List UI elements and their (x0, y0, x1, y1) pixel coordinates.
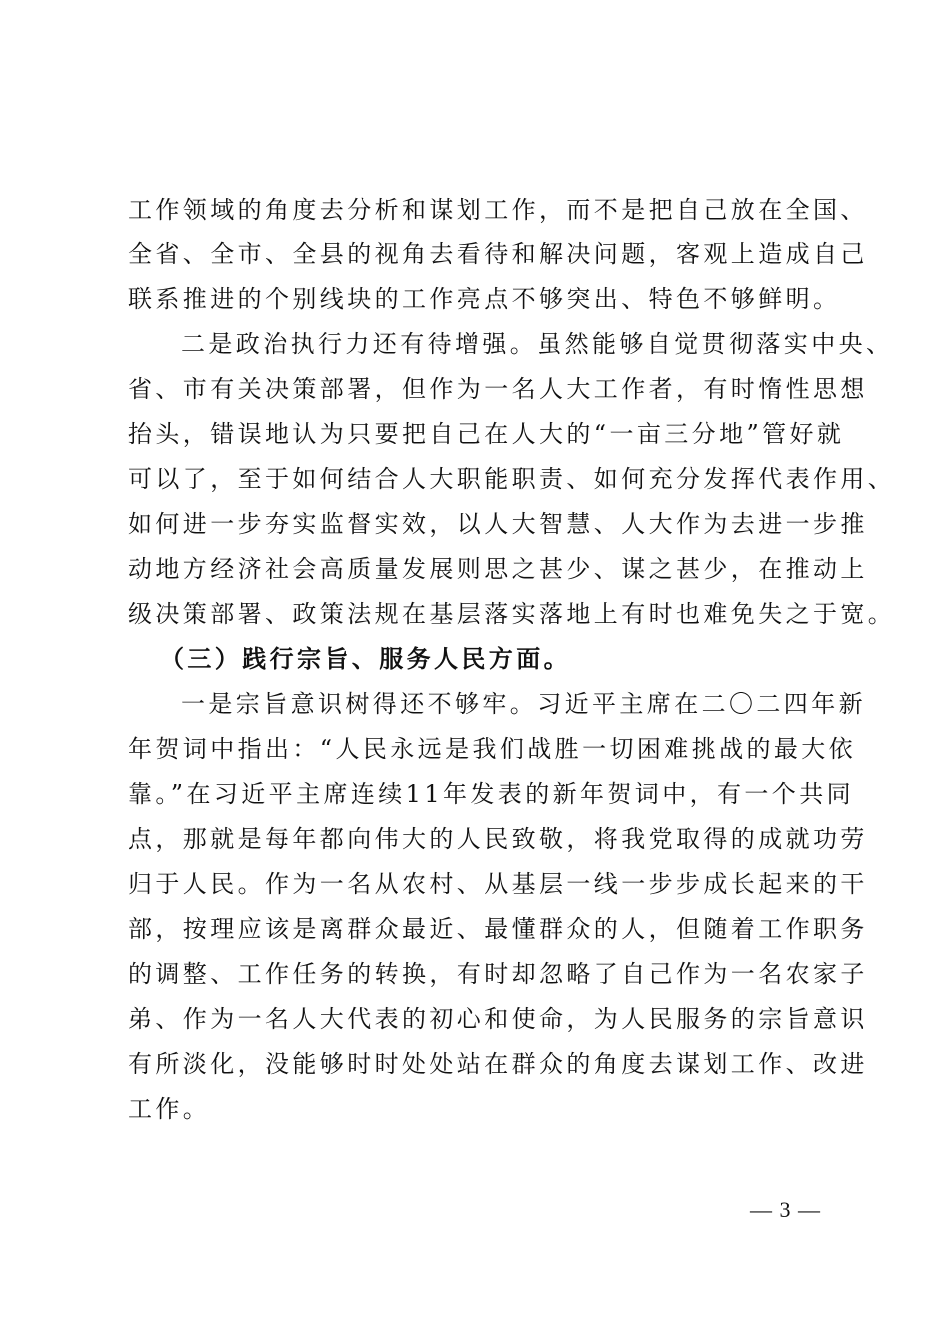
text-line: 归于人民。作为一名从农村、从基层一线一步步成长起来的干 (128, 870, 868, 898)
text-line: 靠。”在习近平主席连续11年发表的新年贺词中，有一个共同 (128, 780, 855, 808)
text-line: 抬头，错误地认为只要把自己在人大的“一亩三分地”管好就 (128, 420, 845, 448)
text-line: 如何进一步夯实监督实效，以人大智慧、人大作为去进一步推 (128, 510, 868, 538)
section-heading: （三）践行宗旨、服务人民方面。 (160, 644, 571, 673)
text-line: 年贺词中指出：“人民永远是我们战胜一切困难挑战的最大依 (128, 735, 857, 763)
text-line: 二是政治执行力还有待增强。虽然能够自觉贯彻落实中央、 (181, 330, 894, 358)
text-line: 级决策部署、政策法规在基层落实落地上有时也难免失之于宽。 (128, 600, 896, 628)
text-line: 有所淡化，没能够时时处处站在群众的角度去谋划工作、改进 (128, 1050, 868, 1078)
text-line: 工作领域的角度去分析和谋划工作，而不是把自己放在全国、 (128, 196, 868, 224)
page-number: — 3 — (750, 1197, 821, 1222)
text-line: 省、市有关决策部署，但作为一名人大工作者，有时惰性思想 (128, 375, 868, 403)
text-line: 联系推进的个别线块的工作亮点不够突出、特色不够鲜明。 (128, 285, 841, 313)
text-line: 一是宗旨意识树得还不够牢。习近平主席在二〇二四年新 (181, 690, 866, 718)
text-line: 点，那就是每年都向伟大的人民致敬，将我党取得的成就功劳 (128, 825, 868, 853)
text-line: 可以了，至于如何结合人大职能职责、如何充分发挥代表作用、 (128, 465, 896, 493)
text-line: 弟、作为一名人大代表的初心和使命，为人民服务的宗旨意识 (128, 1005, 868, 1033)
text-line: 动地方经济社会高质量发展则思之甚少、谋之甚少，在推动上 (128, 555, 868, 583)
text-line: 工作。 (128, 1095, 211, 1123)
text-line: 的调整、工作任务的转换，有时却忽略了自己作为一名农家子 (128, 960, 868, 988)
text-line: 全省、全市、全县的视角去看待和解决问题，客观上造成自己 (128, 240, 868, 268)
text-line: 部，按理应该是离群众最近、最懂群众的人，但随着工作职务 (128, 915, 868, 943)
